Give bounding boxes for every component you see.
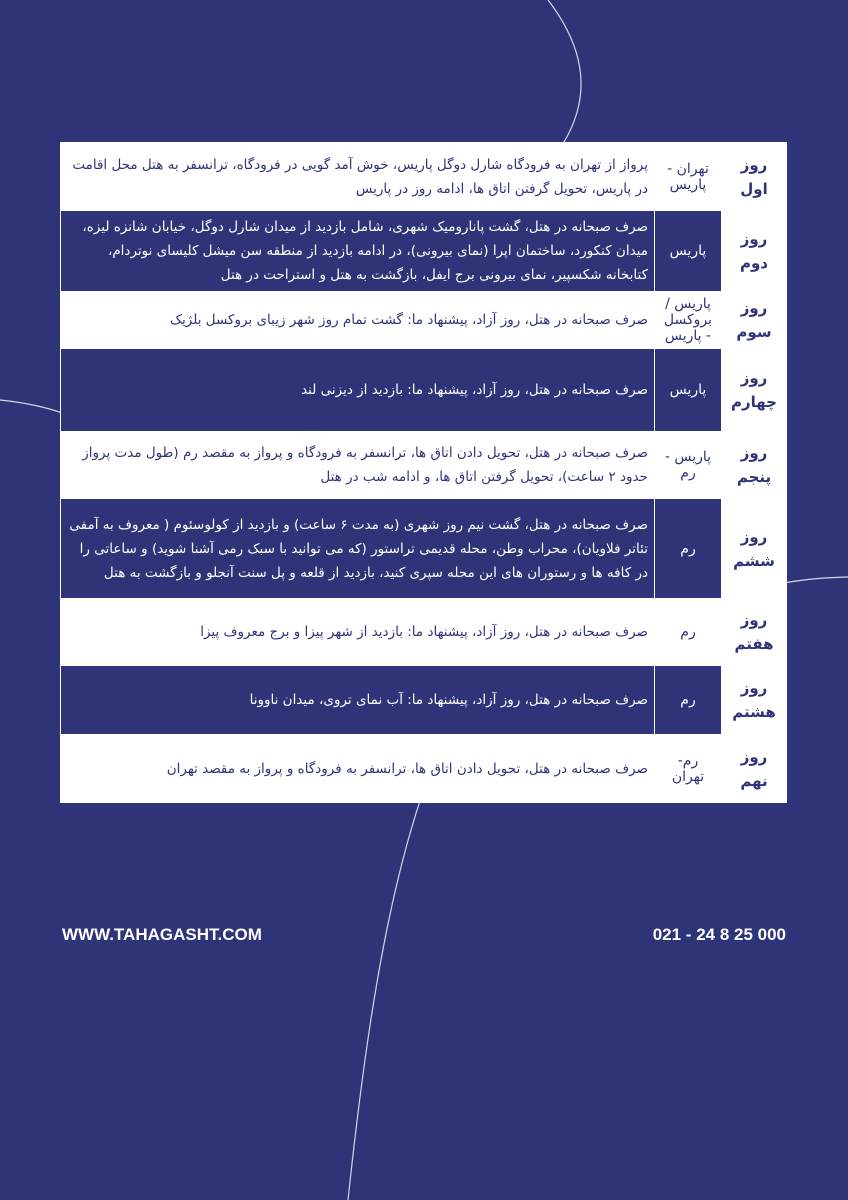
description-cell: صرف صبحانه در هتل، روز آزاد، پیشنهاد ما: بازدید از شهر پیزا و برج معروف پیزا bbox=[61, 599, 655, 666]
table-row bbox=[61, 499, 787, 599]
table-row bbox=[61, 666, 787, 735]
city-cell: رم bbox=[655, 666, 722, 735]
city-cell: تهران - پاریس bbox=[655, 143, 722, 211]
table-row bbox=[61, 599, 787, 666]
table-row bbox=[61, 735, 787, 803]
city-cell: پاریس / بروکسل - پاریس bbox=[655, 292, 722, 349]
day-label: روز ششم bbox=[722, 499, 787, 599]
day-label: روز هشتم bbox=[722, 666, 787, 735]
city-cell: رم bbox=[655, 499, 722, 599]
website-link[interactable]: WWW.TAHAGASHT.COM bbox=[62, 925, 262, 944]
city-cell: رم bbox=[655, 599, 722, 666]
table-row bbox=[61, 432, 787, 499]
day-label: روز نهم bbox=[722, 735, 787, 803]
phone-number[interactable]: 021 - 24 8 25 000 bbox=[652, 925, 786, 944]
city-cell: پاریس - رم bbox=[655, 432, 722, 499]
table-row bbox=[61, 143, 787, 211]
city-cell: رم- تهران bbox=[655, 735, 722, 803]
description-cell: صرف صبحانه در هتل، تحویل دادن اتاق ها، ترانسفر به فرودگاه و پرواز به مقصد رم (طول مدت پرواز حدود ۲ ساعت)، تحویل گرفتن اتاق ها، و ادامه شب در هتل bbox=[61, 432, 655, 499]
city-cell: پاریس bbox=[655, 349, 722, 432]
description-cell: پرواز از تهران به فرودگاه شارل دوگل پاریس، خوش آمد گویی در فرودگاه، ترانسفر به هتل محل اقامت در پاریس، تحویل گرفتن اتاق ها، ادامه روز در پاریس bbox=[61, 143, 655, 211]
table-row bbox=[61, 211, 787, 292]
table-row bbox=[61, 292, 787, 349]
day-label: روز دوم bbox=[722, 211, 787, 292]
table-row bbox=[61, 349, 787, 432]
description-cell: صرف صبحانه در هتل، روز آزاد، پیشنهاد ما: گشت تمام روز شهر زیبای بروکسل بلژیک bbox=[61, 292, 655, 349]
description-cell: صرف صبحانه در هتل، گشت پاناروميک شهری، شامل بازدید از میدان شارل دوگل، خیابان شانزه لیزه، میدان کنکورد، ساختمان اپرا (نمای بیرونی)، در ادامه بازدید از منطقه سن میشل کلیسای نوتردام، کتابخانه شکسپیر، نمای بیرونی برج ایفل، بازگشت به هتل و استراحت در هتل bbox=[61, 211, 655, 292]
description-cell: صرف صبحانه در هتل، گشت نیم روز شهری (به مدت ۶ ساعت) و بازدید از کولوسئوم ( معروف به آمفی تئاتر فلاویان)، محراب وطن، محله قدیمی تراستور (که می توانید با سبک رمی آشنا شوید) و ساعاتی را در کافه ها و رستوران های این محله سپری کنید، بازدید از قلعه و پل سنت آنجلو و بازگشت به هتل bbox=[61, 499, 655, 599]
description-cell: صرف صبحانه در هتل، روز آزاد، پیشنهاد ما: آب نمای تروی، میدان ناوونا bbox=[61, 666, 655, 735]
day-label: روز هفتم bbox=[722, 599, 787, 666]
day-label: روز چهارم bbox=[722, 349, 787, 432]
day-label: روز پنجم bbox=[722, 432, 787, 499]
day-label: روز اول bbox=[722, 143, 787, 211]
day-label: روز سوم bbox=[722, 292, 787, 349]
description-cell: صرف صبحانه در هتل، تحویل دادن اتاق ها، ترانسفر به فرودگاه و پرواز به مقصد تهران bbox=[61, 735, 655, 803]
city-cell: پاریس bbox=[655, 211, 722, 292]
itinerary-table bbox=[60, 142, 787, 803]
description-cell: صرف صبحانه در هتل، روز آزاد، پیشنهاد ما: بازدید از دیزنی لند bbox=[61, 349, 655, 432]
